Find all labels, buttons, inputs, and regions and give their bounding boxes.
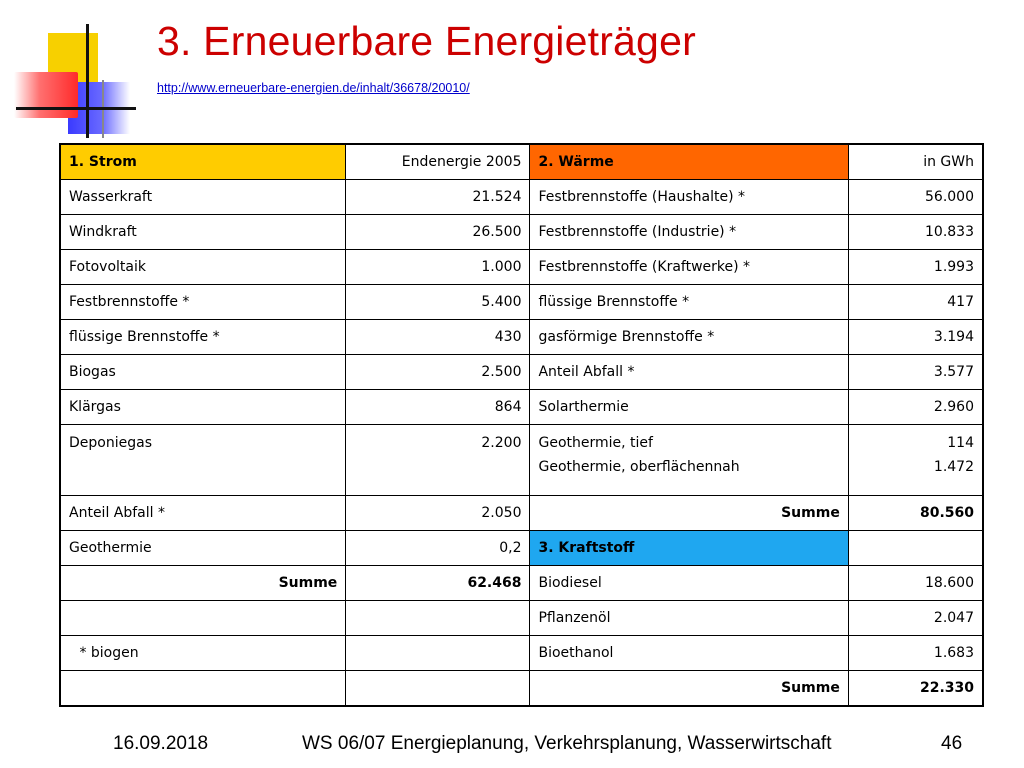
table-row	[60, 531, 983, 566]
cell-waerme-value: 1.993	[848, 250, 983, 285]
waerme-sum-label: Summe	[530, 496, 848, 531]
logo-horizontal-line	[16, 107, 136, 110]
strom-sum-value: 62.468	[346, 566, 530, 601]
footer-course: WS 06/07 Energieplanung, Verkehrsplanung, Wasserwirtschaft	[302, 733, 832, 754]
geothermie-tief-value: 114	[947, 435, 974, 451]
decorative-logo	[0, 0, 160, 150]
table-row	[60, 390, 983, 425]
cell-strom-label: Klärgas	[60, 390, 346, 425]
cell-waerme-label: Anteil Abfall *	[530, 355, 848, 390]
cell-strom-value: 2.500	[346, 355, 530, 390]
header-waerme: 2. Wärme	[530, 144, 848, 180]
cell-empty	[346, 671, 530, 707]
cell-kraftstoff-label: Biodiesel	[530, 566, 848, 601]
table-row	[60, 671, 983, 707]
cell-waerme-label-geothermie	[530, 425, 848, 496]
header-waerme-unit: in GWh	[848, 144, 983, 180]
header-strom-unit: Endenergie 2005	[346, 144, 530, 180]
cell-strom-label: Windkraft	[60, 215, 346, 250]
cell-strom-label: Wasserkraft	[60, 180, 346, 215]
cell-empty	[60, 671, 346, 707]
cell-strom-value: 864	[346, 390, 530, 425]
table-row	[60, 566, 983, 601]
geothermie-tief-label: Geothermie, tief	[538, 435, 653, 451]
cell-strom-label: Festbrennstoffe *	[60, 285, 346, 320]
cell-strom-label: Anteil Abfall *	[60, 496, 346, 531]
cell-empty	[346, 636, 530, 671]
header-kraftstoff: 3. Kraftstoff	[530, 531, 848, 566]
geothermie-oberflaeche-label: Geothermie, oberflächennah	[538, 459, 740, 475]
cell-waerme-value-geothermie	[848, 425, 983, 496]
cell-strom-value: 430	[346, 320, 530, 355]
cell-strom-label: Geothermie	[60, 531, 346, 566]
table-row	[60, 215, 983, 250]
table-row	[60, 355, 983, 390]
table-row	[60, 636, 983, 671]
cell-strom-value: 0,2	[346, 531, 530, 566]
waerme-sum-value: 80.560	[848, 496, 983, 531]
cell-strom-value: 2.200	[346, 425, 530, 496]
footer-page-number: 46	[941, 733, 963, 754]
energy-table	[59, 143, 984, 707]
cell-strom-label: flüssige Brennstoffe *	[60, 320, 346, 355]
cell-waerme-label: Festbrennstoffe (Kraftwerke) *	[530, 250, 848, 285]
cell-empty	[60, 601, 346, 636]
cell-waerme-label: gasförmige Brennstoffe *	[530, 320, 848, 355]
geothermie-oberflaeche-value: 1.472	[933, 459, 974, 475]
table-row	[60, 320, 983, 355]
page-title: 3. Erneuerbare Energieträger	[157, 18, 696, 64]
cell-strom-label: Deponiegas	[60, 425, 346, 496]
table-row	[60, 250, 983, 285]
logo-vertical-line	[86, 24, 89, 138]
cell-empty	[346, 601, 530, 636]
cell-waerme-value: 56.000	[848, 180, 983, 215]
source-link[interactable]: http://www.erneuerbare-energien.de/inhalt/36678/20010/	[157, 81, 470, 95]
cell-kraftstoff-value: 2.047	[848, 601, 983, 636]
cell-waerme-value: 3.194	[848, 320, 983, 355]
table-header-row	[60, 144, 983, 180]
cell-empty	[848, 531, 983, 566]
cell-strom-value: 5.400	[346, 285, 530, 320]
strom-sum-label: Summe	[60, 566, 346, 601]
cell-strom-label: Biogas	[60, 355, 346, 390]
cell-strom-value: 1.000	[346, 250, 530, 285]
table-row	[60, 601, 983, 636]
kraftstoff-sum-label: Summe	[530, 671, 848, 707]
cell-strom-value: 26.500	[346, 215, 530, 250]
cell-waerme-value: 3.577	[848, 355, 983, 390]
cell-kraftstoff-value: 18.600	[848, 566, 983, 601]
biogen-footnote: * biogen	[60, 636, 346, 671]
table-row-deponiegas	[60, 425, 983, 496]
cell-kraftstoff-label: Bioethanol	[530, 636, 848, 671]
cell-waerme-label: Solarthermie	[530, 390, 848, 425]
footer-date: 16.09.2018	[113, 733, 209, 754]
cell-kraftstoff-label: Pflanzenöl	[530, 601, 848, 636]
table-row	[60, 180, 983, 215]
table-row	[60, 285, 983, 320]
cell-kraftstoff-value: 1.683	[848, 636, 983, 671]
cell-waerme-value: 2.960	[848, 390, 983, 425]
cell-strom-value: 21.524	[346, 180, 530, 215]
cell-strom-value: 2.050	[346, 496, 530, 531]
header-strom: 1. Strom	[60, 144, 346, 180]
logo-red-square	[14, 72, 78, 118]
cell-waerme-label: flüssige Brennstoffe *	[530, 285, 848, 320]
table-row	[60, 496, 983, 531]
kraftstoff-sum-value: 22.330	[848, 671, 983, 707]
cell-waerme-value: 417	[848, 285, 983, 320]
cell-waerme-label: Festbrennstoffe (Haushalte) *	[530, 180, 848, 215]
cell-waerme-value: 10.833	[848, 215, 983, 250]
cell-strom-label: Fotovoltaik	[60, 250, 346, 285]
cell-waerme-label: Festbrennstoffe (Industrie) *	[530, 215, 848, 250]
